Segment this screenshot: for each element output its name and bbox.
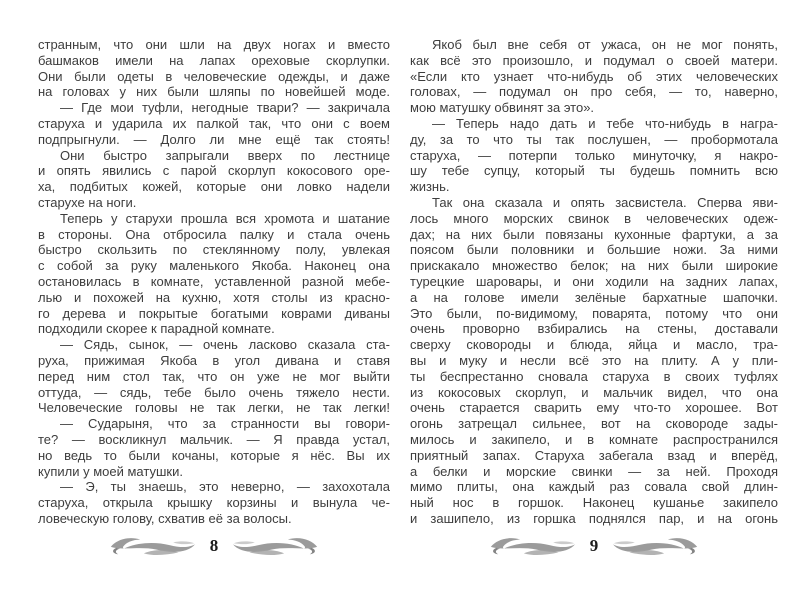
text-line: Теперь у старухи прошла вся хромота и шатание [60,210,390,226]
text-line: Так она сказала и опять засвистела. Сперва яви- [432,194,778,210]
page-right-footer [410,534,778,558]
text-line: огонь затрещал сильнее, вот на сковороде зады- [410,416,778,432]
text-line: го дерева и покрытые богатыми коврами диваны [38,305,390,321]
paragraph [38,479,390,526]
text-line: из кокосовых скорлуп, и мальчик видел, что она [410,384,778,400]
paragraph [410,195,778,527]
page-number-right: 9 [589,535,599,555]
text-line: руха, прижимая Якоба в угол дивана и ставя [38,352,390,368]
flourish-left-icon [109,535,197,557]
text-line: «Если кто узнает что-нибудь об этих человеческих [410,68,778,84]
flourish-right-icon [611,535,699,557]
text-line: подходили скорее к парадной комнате. [38,321,275,337]
text-line: Это были, по-видимому, поварята, потому что они [410,305,778,321]
flourish-left-icon [489,535,577,557]
text-line: ловеческую голову, схватив её за волосы. [38,510,292,526]
text-line: ду, за то что ты так послушен, — пробормотала [410,131,778,147]
text-line: быстро скользить по стеклянному полу, увлекая [38,242,390,258]
text-line: прискакало множество белок; на них были широкие [410,258,778,274]
paragraph [38,37,390,100]
text-line: очень старается сварить ему что-то хорошее. Вот [410,400,778,416]
text-line: в стороны. Она отбросила палку и стала очень [38,226,390,242]
text-line: лью и похожей на кухню, хотя столы из красно- [38,289,390,305]
paragraph [38,148,390,211]
text-line: оттуда, — сядь, тебе было очень тяжело нести. [38,384,390,400]
text-line: шу тебе супцу, который ты будешь помнить всю [410,163,778,179]
text-line: — Где мои туфли, негодные твари? — закричала [60,100,390,116]
text-line: на головах у них были шляпы по новейшей моде. [38,84,390,100]
text-line: и опять явились с парой скорлуп кокосового оре- [38,163,390,179]
paragraph [38,416,390,479]
text-line: Они были одеты в человеческие одежды, и даже [38,68,390,84]
text-line: — Теперь надо дать и тебе что-нибудь в награ- [432,115,778,131]
text-line: головах, — подумал он про себя, — то, наверно, [410,84,778,100]
text-line: Они быстро запрыгали вверх по лестнице [60,147,390,163]
text-line: ный нос в горшок. Наконец кушанье закипело [410,495,778,511]
page-left-footer [38,534,390,558]
text-line: с собой за руку маленького Якоба. Наконец она [38,258,390,274]
text-line: вы и муку и несли всё это на плиту. А у пли- [410,352,778,368]
text-line: — Сядь, сынок, — очень ласково сказала ста- [60,337,390,353]
page-right [410,37,778,558]
text-line: турецкие шаровары, и они ходили на задних лапах, [410,273,778,289]
text-line: но ведь то были кочаны, которые я нёс. Вы их [38,447,390,463]
text-line: и зашипело, из горшка поднялся пар, и на огонь [410,510,778,526]
text-line: а на голове имели зелёные бархатные шапочки. [410,289,778,305]
text-line: старуха и ударила их палкой так, что они с воем [38,115,390,131]
text-line: старухе на ноги. [38,194,137,210]
text-line: лось много морских свинок в человеческих одеж- [410,210,778,226]
text-line: Якоб был вне себя от ужаса, он не мог понять, [432,37,778,52]
text-line: странным, что они шли на двух ногах и вместо [38,37,390,52]
text-line: поясом были половники и большие ножи. За ними [410,242,778,258]
text-line: жизнь. [410,179,450,195]
text-line: мимо плиты, она каждый раз совала свой длин- [410,479,778,495]
page-number-left: 8 [209,535,219,555]
text-line: дах; на них были повязаны кухонные фартуки, а за [410,226,778,242]
text-line: как всё это произошло, и подумал о своей матери. [410,52,778,68]
text-line: сверху сковороды и блюда, яйца и масло, тра- [410,337,778,353]
flourish-right-icon [231,535,319,557]
paragraph [38,211,390,337]
text-line: а белки и морские свинки — за ней. Проходя [410,463,778,479]
text-line: Человеческие головы не так легки, не так легки! [38,400,390,416]
text-line: остановилась в комнате, уставленной разной мебе- [38,273,390,289]
text-line: перед ним стол так, что он уже не мог выйти [38,368,390,384]
text-line: — Э, ты знаешь, это неверно, — захохотала [60,479,390,495]
page-right-text [410,37,778,527]
text-line: приятный запах. Старуха забегала взад и вперёд, [410,447,778,463]
text-line: мою матушку обвинят за это». [410,100,595,116]
paragraph [38,100,390,147]
text-line: — Сударыня, что за странности вы говори- [60,416,390,432]
text-line: те? — воскликнул мальчик. — Я правда устал, [38,431,390,447]
paragraph [410,37,778,116]
text-line: старуха, — потерпи только минуточку, я накро- [410,147,778,163]
text-line: очень проворно взбирались на стены, доставали [410,321,778,337]
text-line: купили у моей матушки. [38,463,183,479]
page-left-text [38,37,390,527]
text-line: подпрыгнули. — Долго ли мне ещё так стоять! [38,131,390,147]
text-line: ты беспрестанно сновала старуха в своих туфлях [410,368,778,384]
page-left [38,37,390,558]
text-line: старуха, открыла крышку корзины и вынула че- [38,495,390,511]
text-line: милось и закипело, и в комнате распространился [410,431,778,447]
paragraph [38,337,390,416]
text-line: башмаков имели на лапах ореховые скорлупки. [38,52,390,68]
paragraph [410,116,778,195]
text-line: ха, подбитых кожей, которые они ловко надели [38,179,390,195]
